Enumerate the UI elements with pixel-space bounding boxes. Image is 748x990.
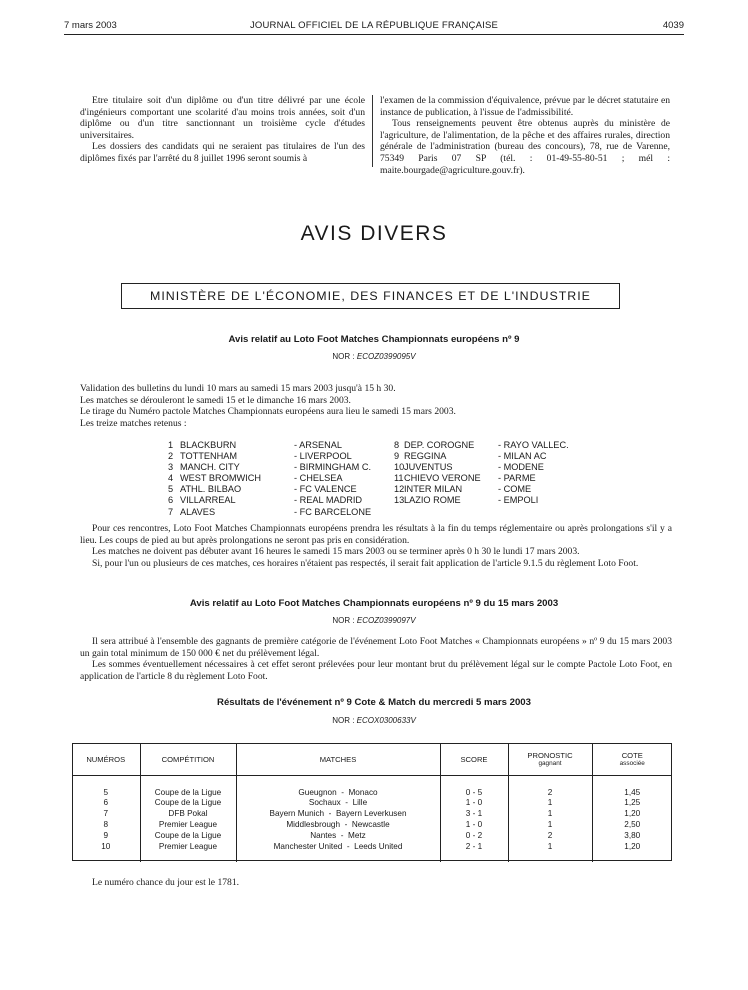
avis1-line: Les treize matches retenus : (80, 417, 187, 429)
match-row (168, 440, 588, 451)
match-number: 2 (168, 451, 174, 462)
match-home: Gueugnon (298, 787, 337, 797)
match-away: Monaco (348, 787, 378, 797)
table-row (72, 787, 672, 798)
avis2-paragraph: Il sera attribué à l'ensemble des gagnants de première catégorie de l'événement Loto Foot Matches « Championnats européens » nº 9 du 15 mars 2003 un gain total minimum de 150 000 € net du prélèvement légal. (80, 636, 672, 659)
avis2-nor (0, 616, 748, 625)
home-team: TOTTENHAM (180, 451, 237, 462)
header-cote (592, 743, 672, 776)
nor-code: ECOX0300633V (356, 716, 416, 725)
match-number: 7 (168, 506, 174, 517)
away-team: - BIRMINGHAM C. (294, 462, 372, 473)
nor-code: ECOZ0399095V (356, 352, 416, 361)
ministry-heading (121, 283, 620, 309)
intro-column-right (380, 95, 670, 176)
cell-cote: 1,20 (592, 841, 672, 852)
rules-paragraph: Les matches ne doivent pas débuter avant 16 heures le samedi 15 mars 2003 ou se terminer après 0 h 30 le lundi 17 mars 2003. (92, 546, 580, 558)
away-team: - EMPOLI (498, 495, 539, 506)
match-away: Newcastle (351, 820, 390, 830)
away-team: - CHELSEA (294, 473, 343, 484)
cell-score: 1 - 0 (440, 798, 508, 809)
away-team: - REAL MADRID (294, 495, 363, 506)
cell-match: Middlesbrough - Newcastle (236, 819, 440, 830)
match-number: 5 (168, 484, 174, 495)
match-row (168, 495, 588, 506)
cell-pronostic: 2 (508, 830, 592, 841)
header-matches: MATCHES (236, 743, 440, 776)
away-team: - LIVERPOOL (294, 451, 352, 462)
intro-paragraph: Les dossiers des candidats qui ne seraient pas titulaires de l'un des diplômes fixés par l'arrêté du 8 juillet 1996 seront soumis à (80, 141, 365, 164)
match-number: 3 (168, 462, 174, 473)
match-home: Bayern Munich (269, 809, 325, 819)
cell-cote: 1,25 (592, 798, 672, 809)
match-number: 13 (394, 495, 405, 506)
nor-code: ECOZ0399097V (356, 616, 416, 625)
avis1-nor (0, 352, 748, 361)
cell-score: 2 - 1 (440, 841, 508, 852)
home-team: VILLARREAL (180, 495, 236, 506)
column-divider (372, 95, 373, 167)
intro-column-left (80, 95, 365, 165)
avis3-nor (0, 716, 748, 725)
cell-pronostic: 1 (508, 798, 592, 809)
header-numeros: NUMÉROS (72, 743, 140, 776)
match-home: Nantes (310, 830, 337, 840)
nor-label: NOR : (332, 616, 355, 625)
match-list (168, 440, 588, 518)
cell-pronostic: 1 (508, 819, 592, 830)
match-number: 10 (394, 462, 405, 473)
table-row (72, 841, 672, 852)
home-team: ATHL. BILBAO (180, 484, 242, 495)
avis1-rules (80, 523, 672, 569)
cell-cote: 1,45 (592, 787, 672, 798)
header-cote-line1: COTE (621, 751, 643, 760)
cell-cote: 2,50 (592, 819, 672, 830)
away-team: - MODENE (498, 462, 544, 473)
header-competition: COMPÉTITION (140, 743, 236, 776)
ministry-name: MINISTÈRE DE L'ÉCONOMIE, DES FINANCES ET DE L'INDUSTRIE (150, 289, 591, 303)
home-team: LAZIO ROME (404, 495, 461, 506)
table-row (72, 830, 672, 841)
table-row (72, 819, 672, 830)
home-team: WEST BROMWICH (180, 473, 261, 484)
header-cote-line2: associée (619, 760, 645, 767)
match-number: 12 (394, 484, 405, 495)
avis1-line: Validation des bulletins du lundi 10 mars au samedi 15 mars 2003 jusqu'à 15 h 30. (80, 383, 396, 394)
cell-score: 0 - 5 (440, 787, 508, 798)
page-header (64, 20, 684, 34)
avis1-line: Le tirage du Numéro pactole Matches Championnats européens aura lieu le samedi 15 mars 2003. (80, 406, 456, 418)
header-rule (64, 34, 684, 35)
intro-paragraph: Tous renseignements peuvent être obtenus auprès du ministère de l'agriculture, de l'alimentation, de la pêche et des affaires rurales, direction générale de l'administration (bureau des concours), 78, rue de Varenne, 75349 Paris 07 SP (tél. : 01-49-55-80-51 ; mél : maite.bourgade@agriculture.gouv.fr). (380, 118, 670, 176)
cell-numero: 10 (101, 841, 111, 851)
cell-competition: Coupe de la Ligue (140, 787, 236, 798)
table-row (72, 808, 672, 819)
match-number: 8 (394, 440, 400, 450)
cell-competition: Premier League (140, 841, 236, 852)
cell-pronostic: 1 (508, 808, 592, 819)
cell-numero: 5 (103, 787, 109, 797)
cell-match: Gueugnon - Monaco (236, 787, 440, 798)
nor-label: NOR : (332, 352, 355, 361)
home-team: BLACKBURN (180, 440, 237, 450)
rules-paragraph: Pour ces rencontres, Loto Foot Matches Championnats européens prendra les résultats à la fin du temps réglementaire ou après prolongations s'il y a lieu. Les coups de pied au but après prolongations ne seront pas pris en considération. (80, 523, 672, 546)
intro-paragraph: l'examen de la commission d'équivalence, prévue par le décret statutaire en instance de publication, à l'issue de l'admissibilité. (380, 95, 670, 118)
away-team: - FC VALENCE (294, 484, 357, 495)
match-away: Bayern Leverkusen (335, 809, 407, 819)
match-row (168, 451, 588, 462)
journal-title: JOURNAL OFFICIEL DE LA RÉPUBLIQUE FRANÇAISE (249, 20, 499, 31)
cell-numero: 7 (103, 809, 109, 819)
match-number: 11 (394, 473, 404, 484)
cell-cote: 3,80 (592, 830, 672, 841)
match-number: 6 (168, 495, 174, 506)
nor-label: NOR : (332, 716, 355, 725)
avis3-title: Résultats de l'événement nº 9 Cote & Match du mercredi 5 mars 2003 (217, 697, 531, 708)
avis1-title: Avis relatif au Loto Foot Matches Championnats européens nº 9 (228, 334, 520, 345)
header-score: SCORE (440, 743, 508, 776)
away-team: - ARSENAL (294, 440, 342, 450)
home-team: CHIEVO VERONE (404, 473, 481, 484)
cell-match: Bayern Munich - Bayern Leverkusen (236, 808, 440, 819)
table-header-row (72, 743, 672, 776)
avis1-line: Les matches se dérouleront le samedi 15 et le dimanche 16 mars 2003. (80, 394, 351, 406)
cell-pronostic: 1 (508, 841, 592, 852)
match-away: Lille (352, 798, 368, 808)
match-number: 1 (168, 440, 174, 450)
match-row (168, 473, 588, 484)
avis2-title: Avis relatif au Loto Foot Matches Championnats européens nº 9 du 15 mars 2003 (189, 598, 559, 609)
home-team: DEP. COROGNE (404, 440, 475, 450)
home-team: MANCH. CITY (180, 462, 240, 473)
away-team: - COME (498, 484, 532, 495)
results-table (72, 743, 672, 862)
match-number: 4 (168, 473, 174, 484)
match-row (168, 484, 588, 495)
rules-paragraph: Si, pour l'un ou plusieurs de ces matches, ces horaires n'étaient pas respectés, il serait fait application de l'article 9.1.5 du règlement Loto Foot. (92, 557, 639, 569)
match-away: Metz (348, 830, 366, 840)
cell-match: Nantes - Metz (236, 830, 440, 841)
match-away: Leeds United (354, 841, 403, 851)
cell-competition: DFB Pokal (140, 808, 236, 819)
header-date: 7 mars 2003 (64, 20, 117, 31)
away-team: - FC BARCELONE (294, 506, 372, 517)
avis2-paragraph: Les sommes éventuellement nécessaires à cet effet seront prélevées pour leur montant brut du prélèvement légal sur le compte Pactole Loto Foot, en application de l'article 8 du règlement Loto Foot. (80, 659, 672, 682)
match-home: Manchester United (273, 841, 343, 851)
match-number: 9 (394, 451, 400, 462)
avis1-intro (80, 383, 672, 429)
table-row (72, 798, 672, 809)
cell-match: Sochaux - Lille (236, 798, 440, 809)
cell-competition: Coupe de la Ligue (140, 830, 236, 841)
closing-note: Le numéro chance du jour est le 1781. (92, 877, 240, 888)
cell-score: 1 - 0 (440, 819, 508, 830)
header-pronostic (508, 743, 592, 776)
intro-paragraph: Etre titulaire soit d'un diplôme ou d'un titre délivré par une école d'ingénieurs comportant une scolarité d'au moins trois années, soit d'un diplôme ou d'un titre sanctionnant un troisième cycle d'études universitaires. (80, 95, 365, 141)
cell-match: Manchester United - Leeds United (236, 841, 440, 852)
table-spacer (72, 776, 672, 787)
away-team: - PARME (498, 473, 536, 484)
match-row (168, 462, 588, 473)
away-team: - MILAN AC (498, 451, 547, 462)
home-team: JUVENTUS (404, 462, 453, 473)
cell-competition: Premier League (140, 819, 236, 830)
home-team: REGGINA (404, 451, 447, 462)
match-home: Sochaux (308, 798, 341, 808)
cell-numero: 6 (103, 798, 109, 808)
cell-numero: 9 (103, 830, 109, 840)
cell-score: 0 - 2 (440, 830, 508, 841)
cell-cote: 1,20 (592, 808, 672, 819)
header-pronostic-line1: PRONOSTIC (527, 751, 573, 760)
cell-score: 3 - 1 (440, 808, 508, 819)
section-title: AVIS DIVERS (300, 222, 448, 245)
page-number: 4039 (662, 20, 684, 31)
avis2-body (80, 636, 672, 682)
cell-pronostic: 2 (508, 787, 592, 798)
match-home: Middlesbrough (286, 820, 341, 830)
cell-competition: Coupe de la Ligue (140, 798, 236, 809)
table-spacer (72, 852, 672, 863)
home-team: INTER MILAN (404, 484, 463, 495)
away-team: - RAYO VALLEC. (498, 440, 569, 450)
header-pronostic-line2: gagnant (538, 760, 562, 767)
match-row (168, 507, 588, 518)
cell-numero: 8 (103, 820, 109, 830)
home-team: ALAVES (180, 506, 216, 517)
